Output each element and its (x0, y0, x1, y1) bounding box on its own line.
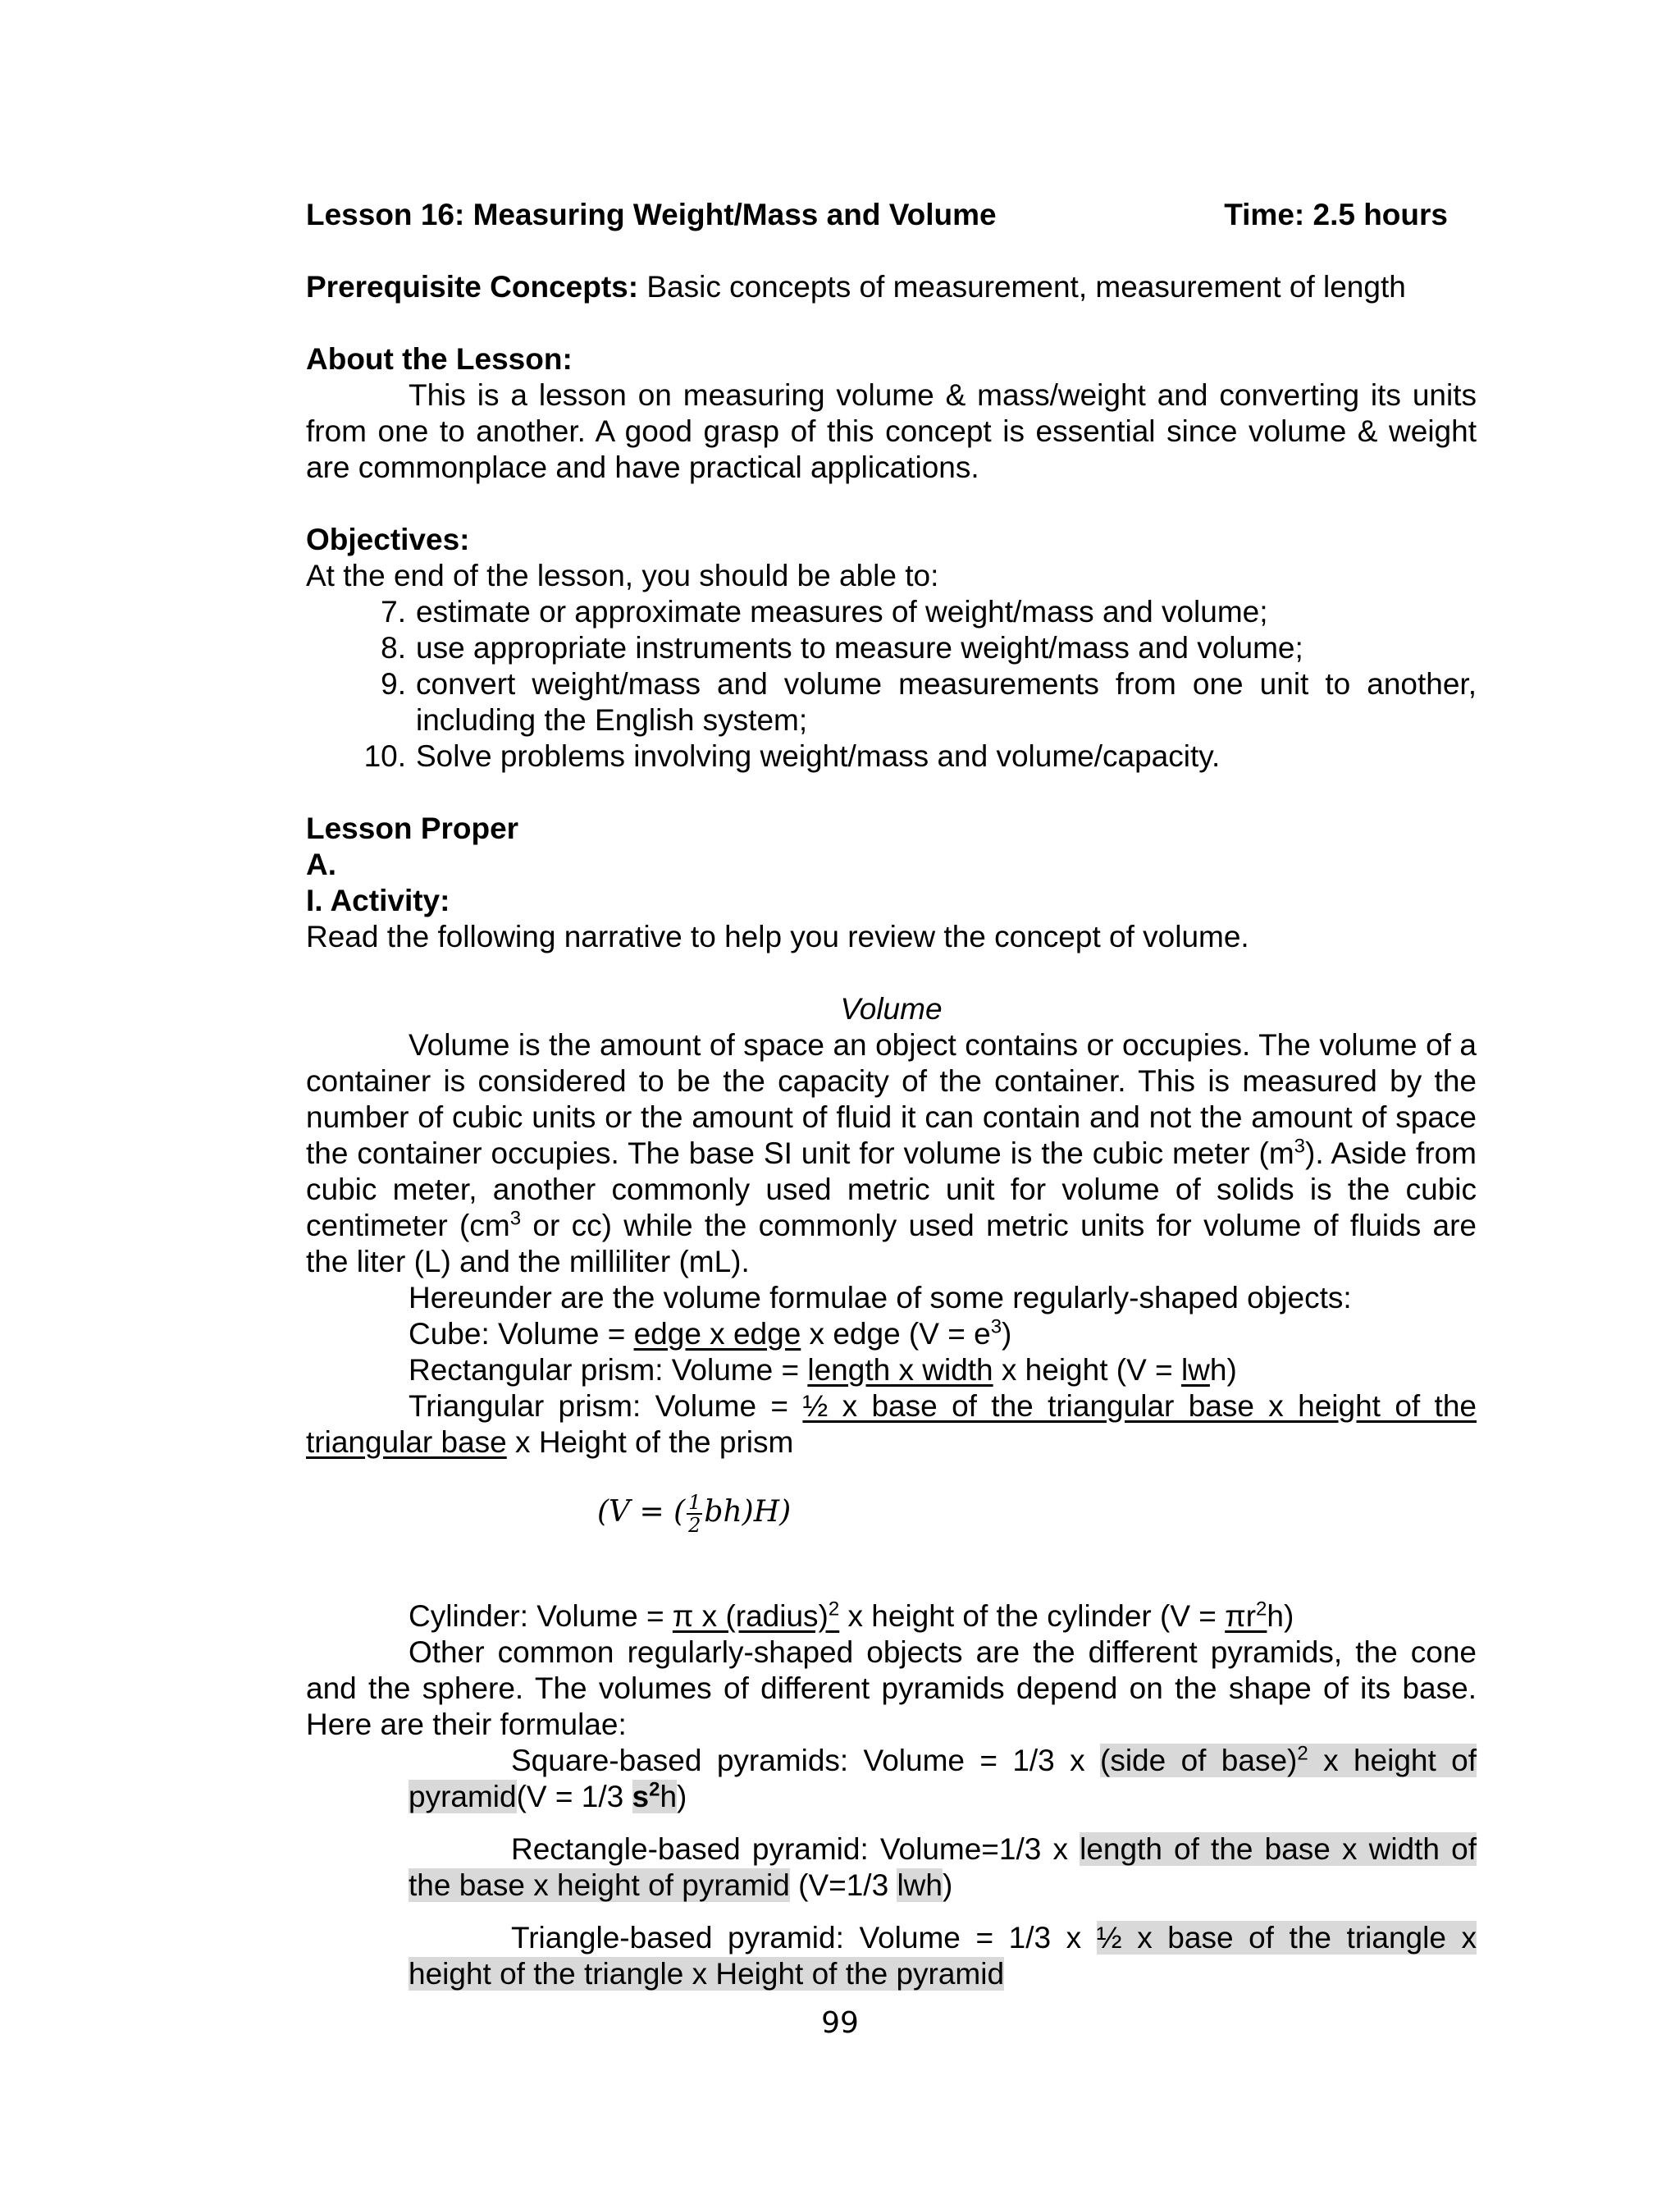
hereunder-line: Hereunder are the volume formulae of some regularly-shaped objects: (409, 1281, 1352, 1314)
lesson-title: Lesson 16: Measuring Weight/Mass and Volume (306, 198, 997, 231)
prerequisite-line (306, 269, 1477, 305)
rectangular-prism-formula: Rectangular prism: Volume = length x width x height (V = lwh) (409, 1353, 1237, 1387)
lesson-time: Time: 2.5 hours (1224, 198, 1448, 231)
page-number: 99 (821, 2006, 859, 2040)
lesson-proper-heading: Lesson Proper (306, 812, 519, 845)
list-item: 10. Solve problems involving weight/mass and volume/capacity. (363, 739, 1221, 773)
narrative-title: Volume (840, 992, 943, 1026)
pyramids-intro: Other common regularly-shaped objects are the different pyramids, the cone and the sphere. The volumes of different pyramids depend on the shape of its base. Here are their formulae: (306, 1635, 1477, 1741)
triangular-prism-formula: Triangular prism: Volume = ½ x base of the triangular base x height of the triangular base x Height of the prism (306, 1389, 1477, 1459)
rectangle-pyramid-formula: Rectangle-based pyramid: Volume=1/3 x length of the base x width of the base x height of pyramid (V=1/3 lwh) (409, 1832, 1477, 1902)
list-item: 8. use appropriate instruments to measure weight/mass and volume; (381, 631, 1303, 665)
cube-formula: Cube: Volume = edge x edge x edge $(V = e^3)$ (409, 1315, 1012, 1351)
part-label: A. (306, 848, 336, 881)
prerequisite-text: Basic concepts of measurement, measurement of length (638, 270, 1406, 304)
activity-instruction: Read the following narrative to help you review the concept of volume. (306, 920, 1249, 953)
volume-paragraph: Volume is the amount of space an object contains or occupies. The volume of a container is considered to be the capacity of the container. This is measured by the number of cubic units or the amount of fluid it can contain and not the amount of space the container occupies. The base SI unit for volume is the cubic meter $(m^3)$. Aside from cubic meter, another commonly used metric unit for volume of solids is the cubic centimeter ($cm^3$ or cc) while the commonly used metric units for volume of fluids are the liter (L) and the milliliter (mL). (306, 1028, 1477, 1278)
objectives-intro: At the end of the lesson, you should be able to: (306, 559, 939, 592)
list-item: 7. estimate or approximate measures of weight/mass and volume; (381, 595, 1268, 629)
lesson-header (306, 197, 1477, 233)
prerequisite-label: Prerequisite Concepts: (306, 270, 639, 304)
pyramid-formulas (409, 1743, 1477, 1992)
objectives-list (355, 594, 1477, 775)
square-pyramid-formula: Square-based pyramids: Volume = 1/3 x (side of base)$^2$ x height of pyramid(V = 1/3 $s^2h$) (409, 1742, 1477, 1813)
cylinder-formula: Cylinder: Volume = π x (radius)$^2$ x height of the cylinder $(V = \pi r^2h)$ (409, 1598, 1294, 1633)
about-heading: About the Lesson: (306, 342, 573, 376)
activity-heading: I. Activity: (306, 884, 450, 917)
document-page (306, 197, 1477, 1992)
fraction-one-half: $\frac{1}{2}$ (688, 1491, 701, 1537)
list-item: 9. convert weight/mass and volume measurements from one unit to another, including the English system; (381, 667, 1477, 737)
triangular-prism-equation: (V = ( $\frac{1}{2}$ bh)H) (597, 1491, 792, 1537)
triangle-pyramid-formula: Triangle-based pyramid: Volume = 1/3 x ½ x base of the triangle x height of the triangle x Height of the pyramid (409, 1921, 1477, 1991)
about-text: This is a lesson on measuring volume & mass/weight and converting its units from one to another. A good grasp of this concept is essential since volume & weight are commonplace and have practical applications. (306, 378, 1477, 484)
objectives-heading: Objectives: (306, 523, 470, 556)
